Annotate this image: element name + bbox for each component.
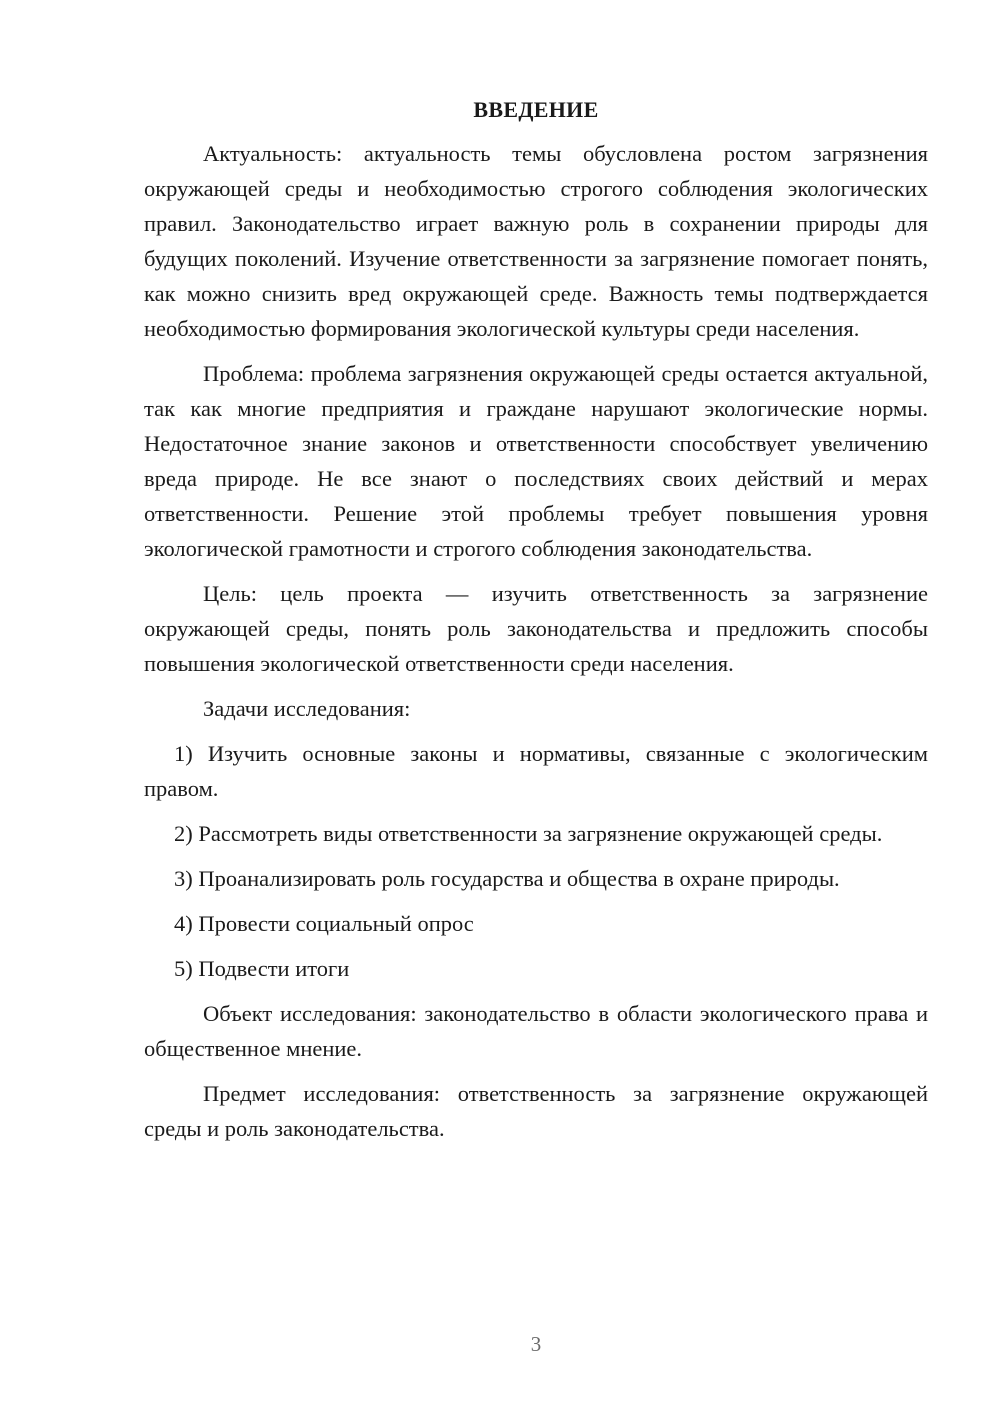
task-item-5: 5) Подвести итоги <box>174 956 350 981</box>
paragraph-subject: Предмет исследования: ответственность за загрязнение окружающей среды и роль законодательства. <box>144 1081 928 1141</box>
page-number: 3 <box>530 1332 542 1356</box>
page-title: ВВЕДЕНИЕ <box>473 97 599 122</box>
paragraph-problem: Проблема: проблема загрязнения окружающей среды остается актуальной, так как многие предприятия и граждане нарушают экологические нормы. Недостаточное знание законов и ответственности способствует увеличению вреда природе. Не все знают о последствиях своих действий и мерах ответственности. Решение этой проблемы требует повышения уровня экологической грамотности и строгого соблюдения законодательства. <box>144 361 928 561</box>
paragraph-object: Объект исследования: законодательство в области экологического права и общественное мнение. <box>144 1001 928 1061</box>
document-page <box>144 92 928 1146</box>
task-item-3: 3) Проанализировать роль государства и общества в охране природы. <box>174 866 840 891</box>
task-item-1: 1) Изучить основные законы и нормативы, связанные с экологическим правом. <box>144 741 928 801</box>
paragraph-relevance: Актуальность: актуальность темы обусловлена ростом загрязнения окружающей среды и необходимостью строгого соблюдения экологических правил. Законодательство играет важную роль в сохранении природы для будущих поколений. Изучение ответственности за загрязнение помогает понять, как можно снизить вред окружающей среде. Важность темы подтверждается необходимостью формирования экологической культуры среди населения. <box>144 141 928 341</box>
task-item-4: 4) Провести социальный опрос <box>174 911 474 936</box>
paragraph-goal: Цель: цель проекта — изучить ответственность за загрязнение окружающей среды, понять роль законодательства и предложить способы повышения экологической ответственности среди населения. <box>144 581 928 676</box>
task-item-2: 2) Рассмотреть виды ответственности за загрязнение окружающей среды. <box>174 821 883 846</box>
tasks-heading: Задачи исследования: <box>203 696 411 721</box>
